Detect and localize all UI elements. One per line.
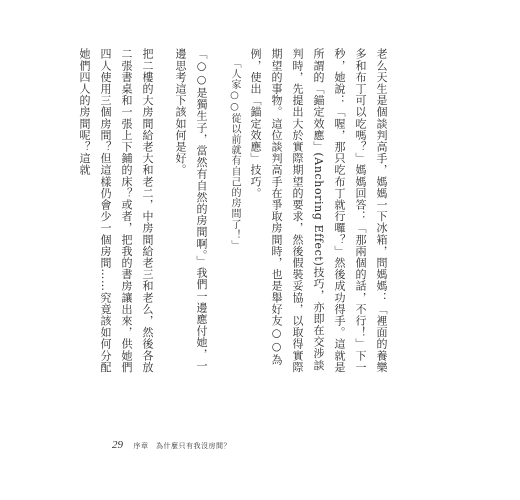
paragraph-reply: 「○○是獨生子，當然有自然的房間啊。」我們一邊應付她，一邊思考這下該如何是好。 bbox=[174, 48, 208, 372]
vertical-text-column bbox=[74, 48, 392, 378]
page-number: 29 bbox=[112, 439, 123, 451]
page-footer bbox=[112, 435, 231, 453]
paragraph-room-allocation: 把二樓的大房間給老大和老二，中房間給老三和老么，然後各放二張書桌和一張上下鋪的床？或者，把我的書房讓出來，供她們四人使用三個房間？但這樣仍會少一個房間……究竟該如何分配她們四人的房間呢？這就 bbox=[78, 48, 154, 373]
quote-friend-room: 「人家○○從以前就有自己的房間了！」 bbox=[229, 58, 240, 251]
running-header: 序章 為什麼只有我沒房間？ bbox=[133, 442, 231, 450]
paragraph-anchoring-effect: 老么天生是個談判高手，媽媽一下冰箱，問媽媽：「裡面的養樂多和布丁可以吃嗎？」媽媽回答：「那兩個的話，不行！」下一秒，她說：「喔，那只吃布丁就行囉？」然後成功得手。這就是所謂的「錨定效應」(Anchoring Effect)技巧，亦即在交涉談判時，先提出大於實際期望的要求，然後假裝妥協，以取得實際期望的事物。這位談判高手在爭取房間時，也是舉好友○○為例，使出「錨定效應」技巧。 bbox=[249, 48, 388, 373]
